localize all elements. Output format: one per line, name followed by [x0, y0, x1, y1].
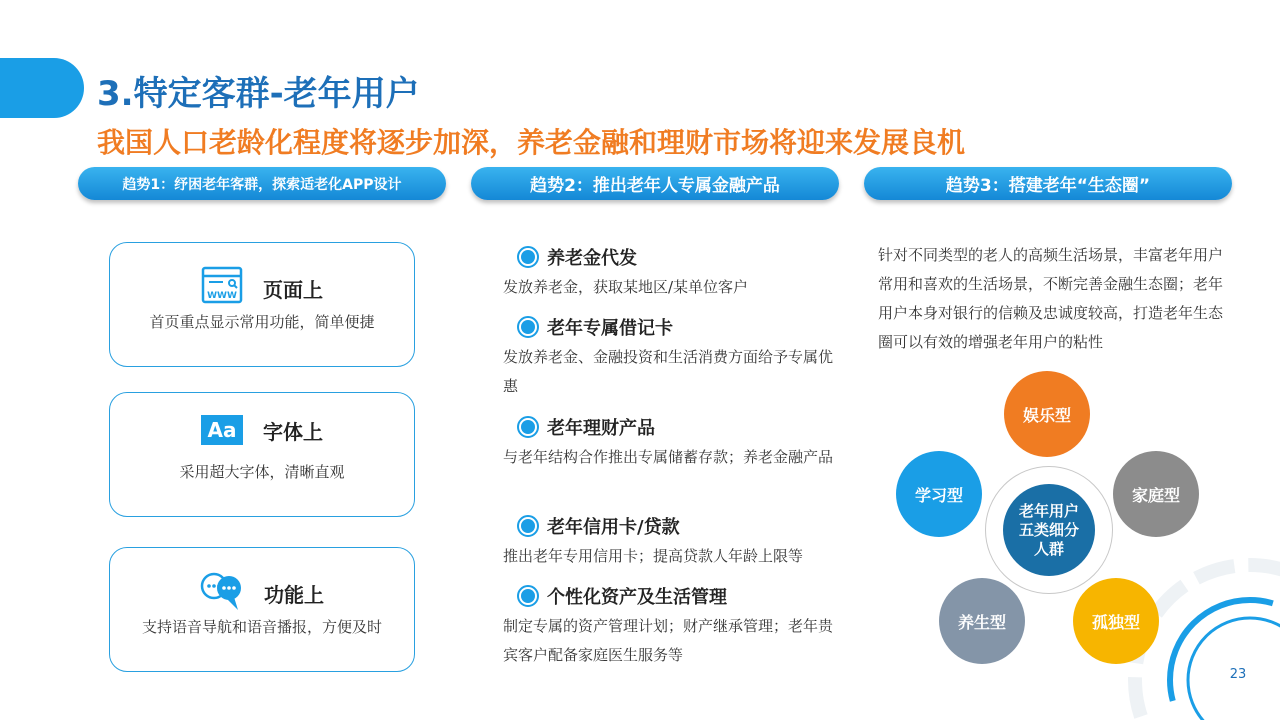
card-title: 页面上	[263, 277, 323, 302]
bullet-icon	[517, 316, 539, 338]
trend-3-banner: 趋势3：搭建老年“生态圈”	[864, 167, 1232, 200]
card-desc: 支持语音导航和语音播报，方便及时	[141, 618, 382, 636]
svg-text:WWW: WWW	[207, 291, 237, 301]
trend-1-banner: 趋势1：纾困老年客群，探索适老化APP设计	[78, 167, 446, 200]
segment-lonely: 孤独型	[1073, 578, 1159, 664]
product-title: 养老金代发	[547, 248, 637, 269]
bullet-icon	[517, 246, 539, 268]
product-title: 老年信用卡/贷款	[547, 517, 680, 538]
title-accent-tab	[0, 58, 84, 118]
segment-entertainment: 娱乐型	[1004, 371, 1090, 457]
card-page	[109, 242, 415, 367]
product-item	[503, 243, 833, 302]
card-desc: 首页重点显示常用功能，简单便捷	[149, 313, 375, 331]
product-desc: 发放养老金，获取某地区/某单位客户	[503, 278, 749, 296]
page-subtitle: 我国人口老龄化程度将逐步加深，养老金融和理财市场将迎来发展良机	[97, 126, 966, 159]
product-title: 个性化资产及生活管理	[547, 587, 727, 608]
segment-health: 养生型	[939, 578, 1025, 664]
trend-2-banner: 趋势2：推出老年人专属金融产品	[471, 167, 839, 200]
bullet-icon	[517, 416, 539, 438]
page-number: 23	[1229, 667, 1247, 682]
product-item	[503, 512, 833, 571]
card-font	[109, 392, 415, 517]
card-title: 字体上	[263, 419, 323, 444]
segment-learning: 学习型	[896, 451, 982, 537]
bullet-icon	[517, 515, 539, 537]
product-desc: 与老年结构合作推出专属储蓄存款；养老金融产品	[503, 448, 834, 466]
www-browser-icon	[201, 265, 243, 311]
product-item	[503, 413, 833, 472]
product-title: 老年理财产品	[547, 418, 655, 439]
product-item	[503, 582, 833, 670]
segment-family: 家庭型	[1113, 451, 1199, 537]
product-title: 老年专属借记卡	[547, 318, 673, 339]
center-circle: 老年用户五类细分人群	[1003, 484, 1095, 576]
card-title: 功能上	[264, 582, 324, 607]
bullet-icon	[517, 585, 539, 607]
card-function	[109, 547, 415, 672]
product-desc: 制定专属的资产管理计划；财产继承管理；老年贵宾客户配备家庭医生服务等	[503, 617, 834, 664]
page-title: 3.特定客群-老年用户	[97, 74, 420, 114]
product-desc: 推出老年专用信用卡；提高贷款人年龄上限等	[503, 547, 804, 565]
product-item	[503, 313, 833, 401]
ecosystem-paragraph: 针对不同类型的老人的高频生活场景，丰富老年用户常用和喜欢的生活场景，不断完善金融生态圈；老年用户本身对银行的信赖及忠诚度较高，打造老年生态圈可以有效的增强老年用户的粘性	[878, 246, 1224, 351]
card-desc: 采用超大字体，清晰直观	[179, 463, 345, 481]
product-desc: 发放养老金、金融投资和生活消费方面给予专属优惠	[503, 348, 834, 395]
voice-chat-icon	[200, 570, 244, 616]
font-aa-icon: Aa	[201, 415, 243, 445]
